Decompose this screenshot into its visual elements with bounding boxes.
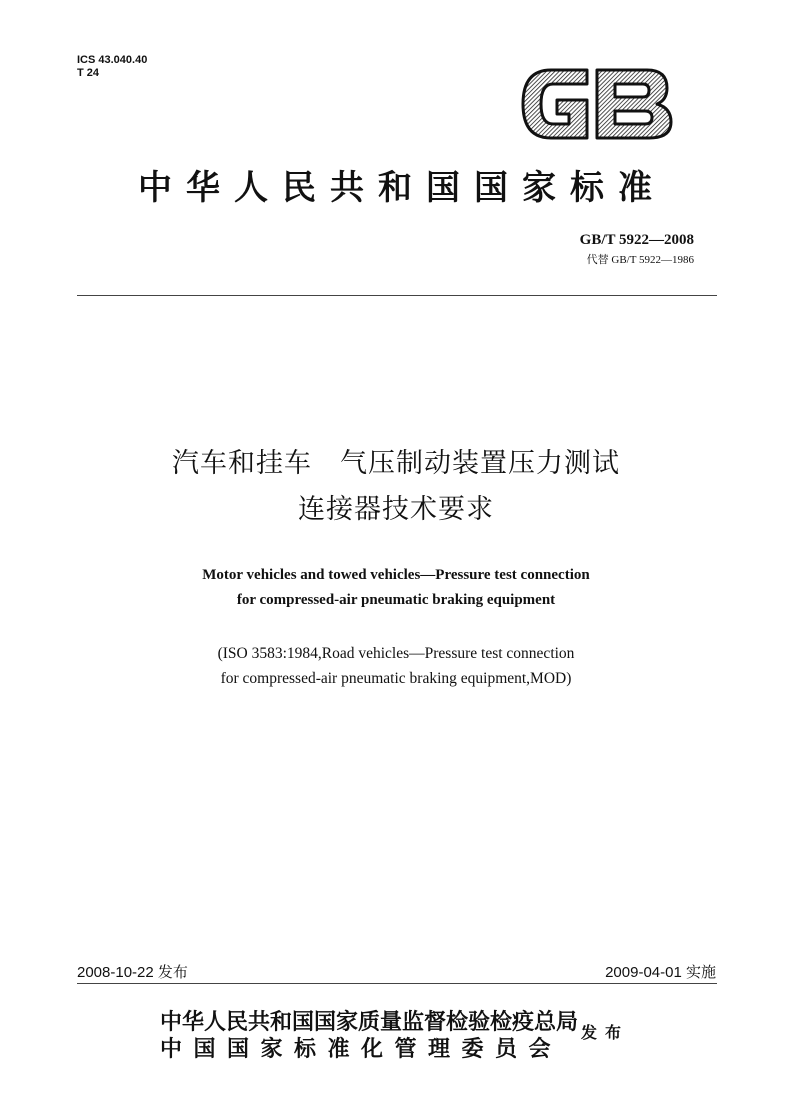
publish-label: 发布 (581, 1023, 630, 1042)
issue-date: 2008-10-22 发布 (77, 964, 188, 981)
national-standard-heading: 中华人民共和国国家标准 (138, 168, 666, 208)
implementation-date: 2009-04-01 实施 (605, 964, 716, 981)
ccs-code: T 24 (77, 67, 100, 79)
iso-reference-line-1: (ISO 3583:1984,Road vehicles—Pressure test connection (217, 645, 575, 662)
standard-number: GB/T 5922—2008 (579, 232, 694, 248)
replaces-standard: 代替 GB/T 5922—1986 (586, 254, 694, 266)
ics-code: ICS 43.040.40 (77, 54, 148, 66)
chinese-title-line-2: 连接器技术要求 (298, 494, 494, 525)
issuer-sac: 中国国家标准化管理委员会 (160, 1036, 563, 1062)
classification-codes (77, 54, 147, 80)
chinese-title-line-1: 汽车和挂车 气压制动装置压力测试 (172, 448, 620, 479)
iso-reference-line-2: for compressed-air pneumatic braking equipment,MOD) (220, 670, 572, 687)
gb-logo-icon (517, 62, 675, 146)
english-title-line-1: Motor vehicles and towed vehicles—Pressure test connection (202, 567, 590, 583)
bottom-divider (77, 983, 717, 984)
issuer-aqsiq: 中华人民共和国国家质量监督检验检疫总局 (160, 1009, 579, 1035)
top-divider (77, 295, 717, 296)
english-title-line-2: for compressed-air pneumatic braking equipment (236, 592, 556, 608)
